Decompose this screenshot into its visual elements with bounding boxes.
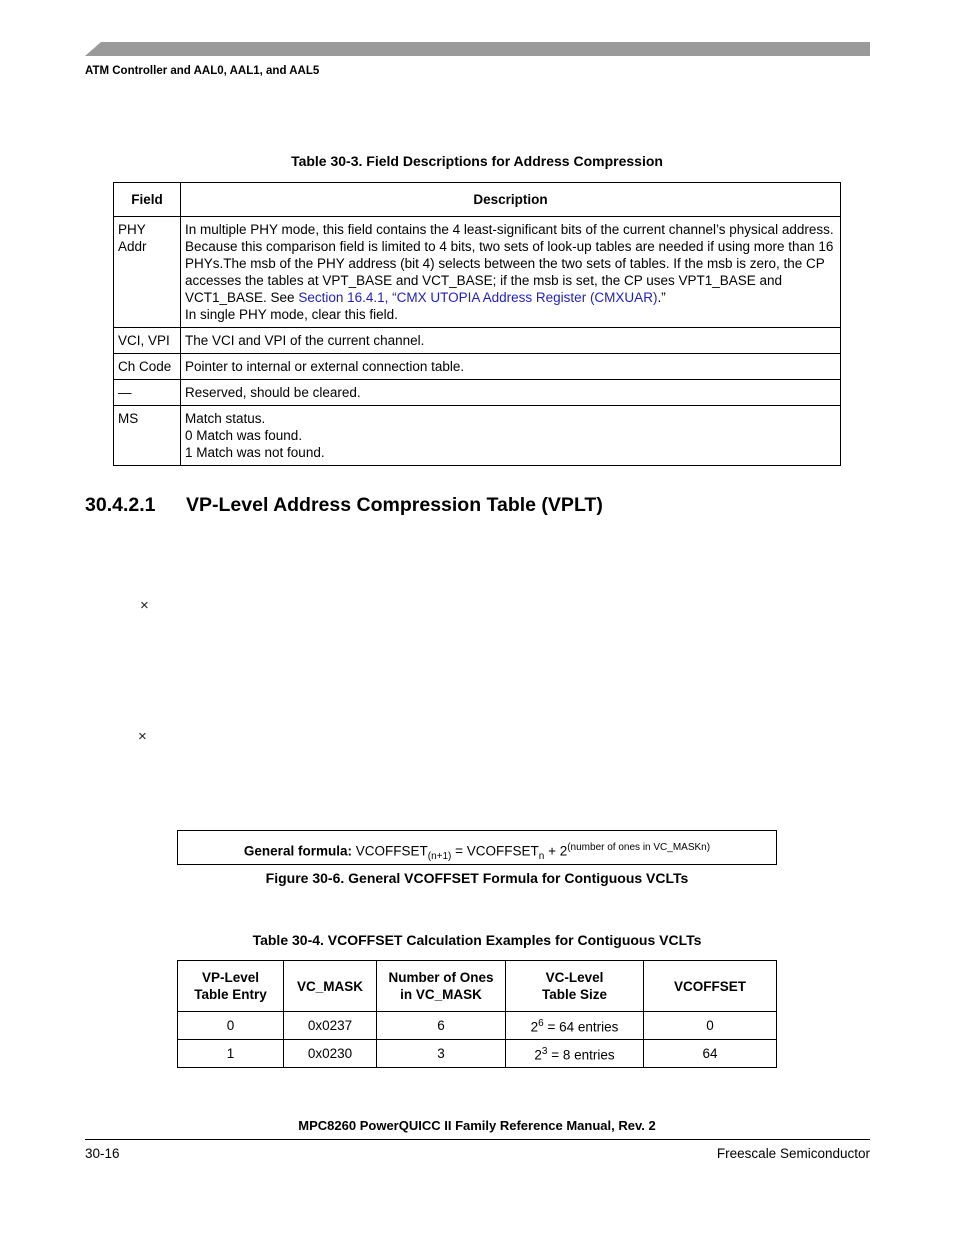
mask-cell: 0x0230	[284, 1040, 377, 1068]
formula-rhs-subscript: n	[538, 851, 545, 863]
column-header-vcoffset: VCOFFSET	[644, 961, 777, 1012]
figure-caption: Figure 30-6. General VCOFFSET Formula for Contiguous VCLTs	[265, 870, 689, 886]
mask-cell: 0x0237	[284, 1012, 377, 1040]
formula-lhs-subscript: (n+1)	[427, 851, 452, 863]
size-base: 2	[530, 1019, 539, 1035]
formula-plus: + 2	[544, 843, 568, 859]
size-exponent: 3	[541, 1046, 548, 1058]
header-line: Table Size	[541, 987, 608, 1002]
description-line: Match status.	[185, 411, 266, 426]
multiplication-symbol: ×	[140, 597, 149, 614]
footer-manual-title: MPC8260 PowerQUICC II Family Reference Manual, Rev. 2	[298, 1118, 656, 1133]
description-text-line2: In single PHY mode, clear this field.	[185, 307, 398, 322]
multiplication-symbol: ×	[138, 728, 147, 745]
description-cell: Pointer to internal or external connection table.	[181, 354, 841, 380]
description-cell: The VCI and VPI of the current channel.	[181, 328, 841, 354]
table-row	[178, 1012, 777, 1040]
description-line: 0 Match was found.	[185, 428, 303, 443]
field-cell: —	[114, 380, 181, 406]
table-row	[178, 1040, 777, 1068]
table-row	[114, 406, 841, 466]
publisher-name: Freescale Semiconductor	[716, 1146, 870, 1161]
size-exponent: 6	[538, 1018, 544, 1030]
header-line: VC-Level	[545, 970, 604, 985]
table-header-row	[114, 183, 841, 217]
size-rest: = 8 entries	[547, 1047, 615, 1063]
field-cell: MS	[114, 406, 181, 466]
entry-cell: 0	[178, 1012, 284, 1040]
footer-rule	[85, 1139, 870, 1140]
ones-cell: 6	[377, 1012, 506, 1040]
formula-exponent: (number of ones in VC_MASKn)	[567, 842, 711, 853]
table-row	[114, 354, 841, 380]
section-title: VP-Level Address Compression Table (VPLT)	[186, 494, 603, 516]
header-bar	[85, 42, 870, 56]
column-header-entry	[178, 961, 284, 1012]
column-header-field: Field	[114, 183, 181, 217]
size-cell	[506, 1040, 644, 1068]
section-number: 30.4.2.1	[85, 494, 156, 516]
entry-cell: 1	[178, 1040, 284, 1068]
table-30-3-caption: Table 30-3. Field Descriptions for Address Compression	[291, 153, 663, 169]
field-cell: VCI, VPI	[114, 328, 181, 354]
table-header-row	[178, 961, 777, 1012]
ones-cell: 3	[377, 1040, 506, 1068]
table-row	[114, 328, 841, 354]
page-number: 30-16	[85, 1146, 120, 1161]
header-line: in VC_MASK	[400, 987, 482, 1002]
description-text: In multiple PHY mode, this field contains the 4 least-significant bits of the current channel’s physical address. Because this comparison field is limited to 4 bits, two sets of look-up tables are needed if using more than 16 PHYs.The msb of the PHY address (bit 4) selects between the two sets of tables. If the msb is zero, the CP accesses the tables at VPT_BASE and VCT_BASE; if the msb is set, the CP uses VPT1_BASE and VCT1_BASE. See	[185, 222, 834, 305]
column-header-ones	[377, 961, 506, 1012]
header-line: Table Entry	[194, 987, 267, 1002]
section-link[interactable]: Section 16.4.1, “CMX UTOPIA Address Register (CMXUAR)	[298, 290, 658, 305]
formula-equals: = VCOFFSET	[451, 843, 539, 859]
table-30-4-caption: Table 30-4. VCOFFSET Calculation Examples for Contiguous VCLTs	[252, 932, 702, 948]
header-line: Number of Ones	[388, 970, 494, 985]
description-line: 1 Match was not found.	[185, 445, 325, 460]
section-heading	[85, 494, 603, 517]
description-cell	[181, 406, 841, 466]
column-header-size	[506, 961, 644, 1012]
general-formula-box	[177, 830, 777, 865]
size-rest: = 64 entries	[543, 1019, 619, 1035]
table-row	[114, 380, 841, 406]
vcoffset-cell: 0	[644, 1012, 777, 1040]
header-line: VP-Level	[201, 970, 260, 985]
description-cell: Reserved, should be cleared.	[181, 380, 841, 406]
vcoffset-cell: 64	[644, 1040, 777, 1068]
description-text-end: .”	[657, 290, 666, 305]
table-row	[114, 217, 841, 328]
size-base: 2	[534, 1047, 542, 1063]
size-cell	[506, 1012, 644, 1040]
field-cell: Ch Code	[114, 354, 181, 380]
field-descriptions-table	[113, 182, 841, 466]
description-cell	[181, 217, 841, 328]
column-header-description: Description	[181, 183, 841, 217]
field-cell: PHY Addr	[114, 217, 181, 328]
column-header-mask: VC_MASK	[284, 961, 377, 1012]
formula-label: General formula:	[243, 843, 352, 859]
formula-lhs: VCOFFSET	[355, 843, 428, 859]
running-head: ATM Controller and AAL0, AAL1, and AAL5	[85, 65, 320, 77]
vcoffset-examples-table	[177, 960, 777, 1068]
